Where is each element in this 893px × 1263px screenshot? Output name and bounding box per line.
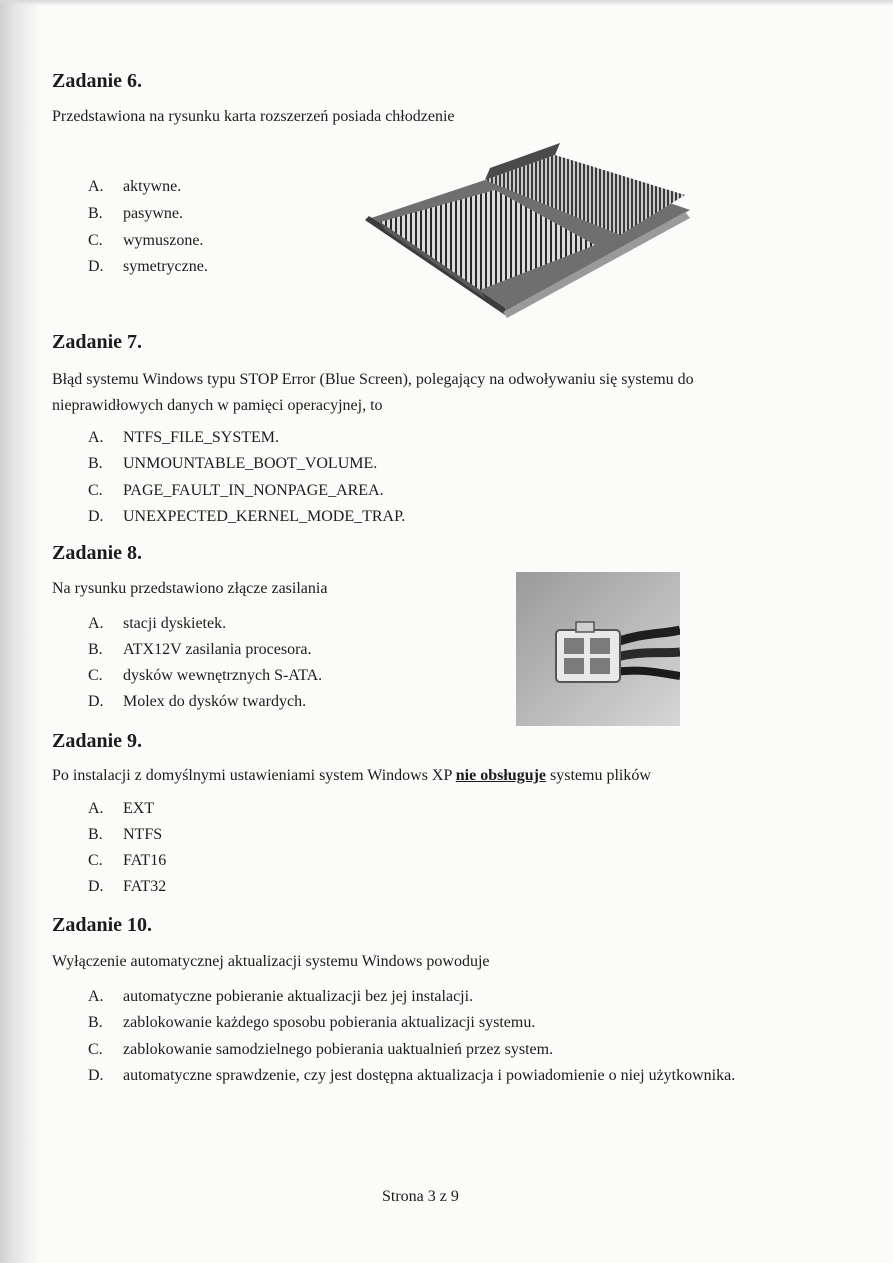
task-6-option-c: C. wymuszone. <box>88 232 204 249</box>
task-7-option-b: B. UNMOUNTABLE_BOOT_VOLUME. <box>88 455 378 472</box>
task-6-question: Przedstawiona na rysunku karta rozszerzeń posiada chłodzenie <box>52 108 455 125</box>
task-8-question: Na rysunku przedstawiono złącze zasilania <box>52 580 328 597</box>
task-6-option-b: B. pasywne. <box>88 205 183 222</box>
task-7-question-line-2: nieprawidłowych danych w pamięci operacyjnej, to <box>52 397 383 414</box>
scan-shadow-left <box>0 0 40 1263</box>
task-10-heading: Zadanie 10. <box>52 914 153 936</box>
task-7-option-d: D. UNEXPECTED_KERNEL_MODE_TRAP. <box>88 508 406 525</box>
task-8-heading: Zadanie 8. <box>52 542 143 564</box>
task-10-option-c: C. zablokowanie samodzielnego pobierania uaktualnień przez system. <box>88 1041 554 1058</box>
task-10-option-a: A. automatyczne pobieranie aktualizacji bez jej instalacji. <box>88 988 474 1005</box>
task-9-option-a: A. EXT <box>88 800 155 817</box>
task-7-question-line-1: Błąd systemu Windows typu STOP Error (Blue Screen), polegający na odwoływaniu się systemu do <box>52 371 694 388</box>
task-8-option-b: B. ATX12V zasilania procesora. <box>88 641 312 658</box>
task-6-option-a: A. aktywne. <box>88 178 182 195</box>
task-8-option-a: A. stacji dyskietek. <box>88 615 227 632</box>
task-9-question: Po instalacji z domyślnymi ustawieniami system Windows XP nie obsługuje systemu plików <box>52 767 651 784</box>
scan-shadow-top <box>0 0 893 6</box>
task-6-option-d: D. symetryczne. <box>88 258 208 275</box>
task-8-option-d: D. Molex do dysków twardych. <box>88 693 307 710</box>
power-connector-image <box>516 572 680 726</box>
task-9-heading: Zadanie 9. <box>52 730 143 752</box>
task-9-option-d: D. FAT32 <box>88 878 167 895</box>
task-8-option-c: C. dysków wewnętrznych S-ATA. <box>88 667 323 684</box>
task-9-option-c: C. FAT16 <box>88 852 167 869</box>
task-9-emphasis: nie obsługuje <box>455 767 547 784</box>
task-7-option-a: A. NTFS_FILE_SYSTEM. <box>88 429 280 446</box>
task-9-option-b: B. NTFS <box>88 826 163 843</box>
task-6-heading: Zadanie 6. <box>52 70 143 92</box>
task-10-option-d: D. automatyczne sprawdzenie, czy jest dostępna aktualizacja i powiadomienie o niej użytkownika. <box>88 1067 736 1084</box>
task-10-option-b: B. zablokowanie każdego sposobu pobierania aktualizacji systemu. <box>88 1014 536 1031</box>
task-7-option-c: C. PAGE_FAULT_IN_NONPAGE_AREA. <box>88 482 384 499</box>
expansion-card-heatsink-image <box>355 140 695 320</box>
task-7-heading: Zadanie 7. <box>52 331 143 353</box>
task-10-question: Wyłączenie automatycznej aktualizacji systemu Windows powoduje <box>52 953 490 970</box>
page-number-footer: Strona 3 z 9 <box>382 1188 459 1205</box>
